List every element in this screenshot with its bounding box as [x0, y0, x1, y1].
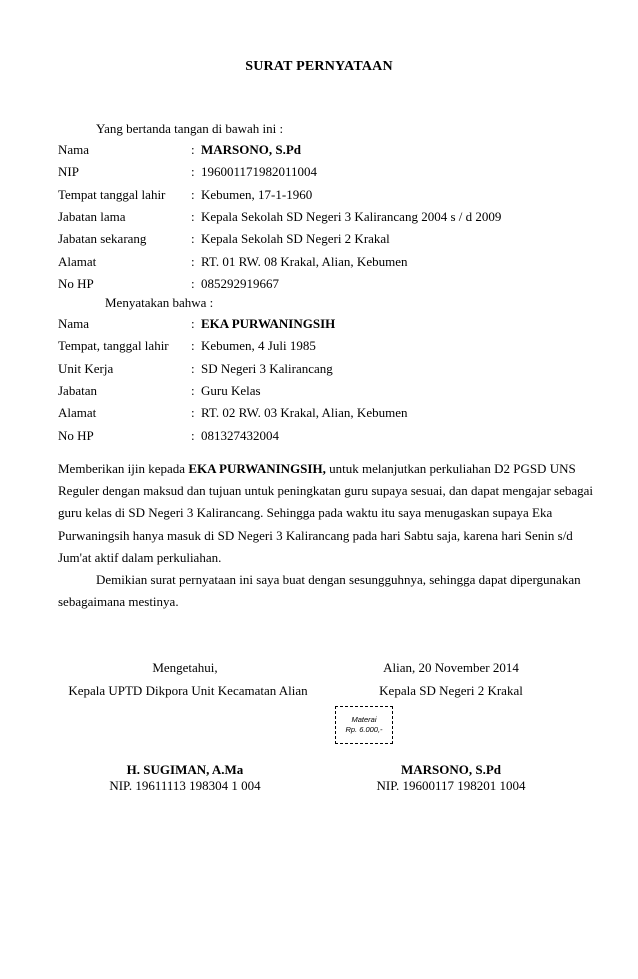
field-label: Nama: [58, 316, 90, 331]
body-paragraph: [58, 458, 594, 569]
field-label: Alamat: [58, 253, 97, 269]
field-value: Guru Kelas: [201, 382, 261, 398]
field-colon: :: [191, 186, 195, 202]
duty-stamp-box: [335, 706, 393, 744]
field-label: No HP: [58, 275, 94, 291]
closing-line: sebagaimana mestinya.: [58, 594, 179, 610]
field-label: Nama: [58, 142, 90, 157]
field-label: Jabatan: [58, 382, 97, 398]
field-value: 081327432004: [201, 427, 279, 443]
field-label: Tempat, tanggal lahir: [58, 338, 169, 354]
closing-paragraph: [58, 569, 580, 613]
intro-text: Yang bertanda tangan di bawah ini :: [96, 121, 284, 136]
left-signer-nip: NIP. 19611113 198304 1 004: [109, 778, 261, 793]
field-colon: :: [191, 382, 195, 398]
field-value: Kepala Sekolah SD Negeri 2 Krakal: [201, 231, 390, 247]
field-colon: :: [191, 427, 195, 443]
field-label: NIP: [58, 164, 79, 180]
field-value: Kebumen, 4 Juli 1985: [201, 338, 316, 354]
field-label: No HP: [58, 427, 94, 443]
field-colon: :: [191, 164, 195, 180]
field-value: Kebumen, 17-1-1960: [201, 186, 313, 202]
field-colon: :: [191, 360, 195, 376]
stamp-value: Rp. 6.000,-: [345, 725, 383, 734]
field-label: Tempat tanggal lahir: [58, 186, 166, 202]
body-line: [58, 458, 580, 480]
field-value: SD Negeri 3 Kalirancang: [201, 360, 333, 376]
closing-line: Demikian surat pernyataan ini saya buat dengan sesungguhnya, sehingga dapat dipergunakan: [96, 572, 581, 587]
stamp-label: Materai: [351, 715, 377, 724]
field-label: Jabatan lama: [58, 208, 126, 224]
document-title: SURAT PERNYATAAN: [245, 59, 393, 74]
body-line: guru kelas di SD Negeri 3 Kalirancang. Sehingga pada waktu itu saya menugaskan supaya Eka: [58, 505, 553, 521]
right-signer-nip: NIP. 19600117 198201 1004: [376, 778, 526, 793]
subject-name-inline: EKA PURWANINGSIH,: [188, 461, 326, 476]
body-line: Jum'at aktif dalam perkuliahan.: [58, 549, 222, 565]
field-value: MARSONO, S.Pd: [201, 142, 302, 157]
field-value: RT. 01 RW. 08 Krakal, Alian, Kebumen: [201, 253, 408, 269]
body-text: Memberikan ijin kepada: [58, 461, 189, 476]
body-line: Purwaningsih hanya masuk di SD Negeri 3 Kalirancang pada hari Sabtu saja, karena hari Senin s/d: [58, 527, 573, 543]
field-value: Kepala Sekolah SD Negeri 3 Kalirancang 2004 s / d 2009: [201, 208, 502, 224]
place-date: Alian, 20 November 2014: [383, 660, 519, 675]
field-colon: :: [191, 275, 195, 291]
left-signer-position: Kepala UPTD Dikpora Unit Kecamatan Alian: [68, 683, 308, 698]
field-value: 085292919667: [201, 275, 279, 291]
field-value: EKA PURWANINGSIH: [201, 316, 336, 331]
states-text: Menyatakan bahwa :: [105, 295, 214, 310]
field-label: Unit Kerja: [58, 360, 114, 376]
field-colon: :: [191, 142, 195, 157]
field-colon: :: [191, 253, 195, 269]
field-value: 196001171982011004: [201, 164, 318, 180]
right-signer-position: Kepala SD Negeri 2 Krakal: [379, 683, 523, 698]
field-colon: :: [191, 338, 195, 354]
field-colon: :: [191, 405, 195, 421]
left-signer-name: H. SUGIMAN, A.Ma: [126, 762, 244, 777]
field-colon: :: [191, 231, 195, 247]
body-line: Reguler dengan maksud dan tujuan untuk peningkatan guru supaya sesuai, dan dapat mengajar sebagai: [58, 483, 594, 499]
field-label: Alamat: [58, 405, 97, 421]
field-colon: :: [191, 316, 195, 331]
right-signer-name: MARSONO, S.Pd: [400, 762, 502, 777]
field-value: RT. 02 RW. 03 Krakal, Alian, Kebumen: [201, 405, 408, 421]
acknowledged-heading: Mengetahui,: [152, 660, 218, 675]
field-colon: :: [191, 208, 195, 224]
field-label: Jabatan sekarang: [58, 231, 147, 247]
body-text: untuk melanjutkan perkuliahan D2 PGSD UNS: [325, 461, 576, 476]
